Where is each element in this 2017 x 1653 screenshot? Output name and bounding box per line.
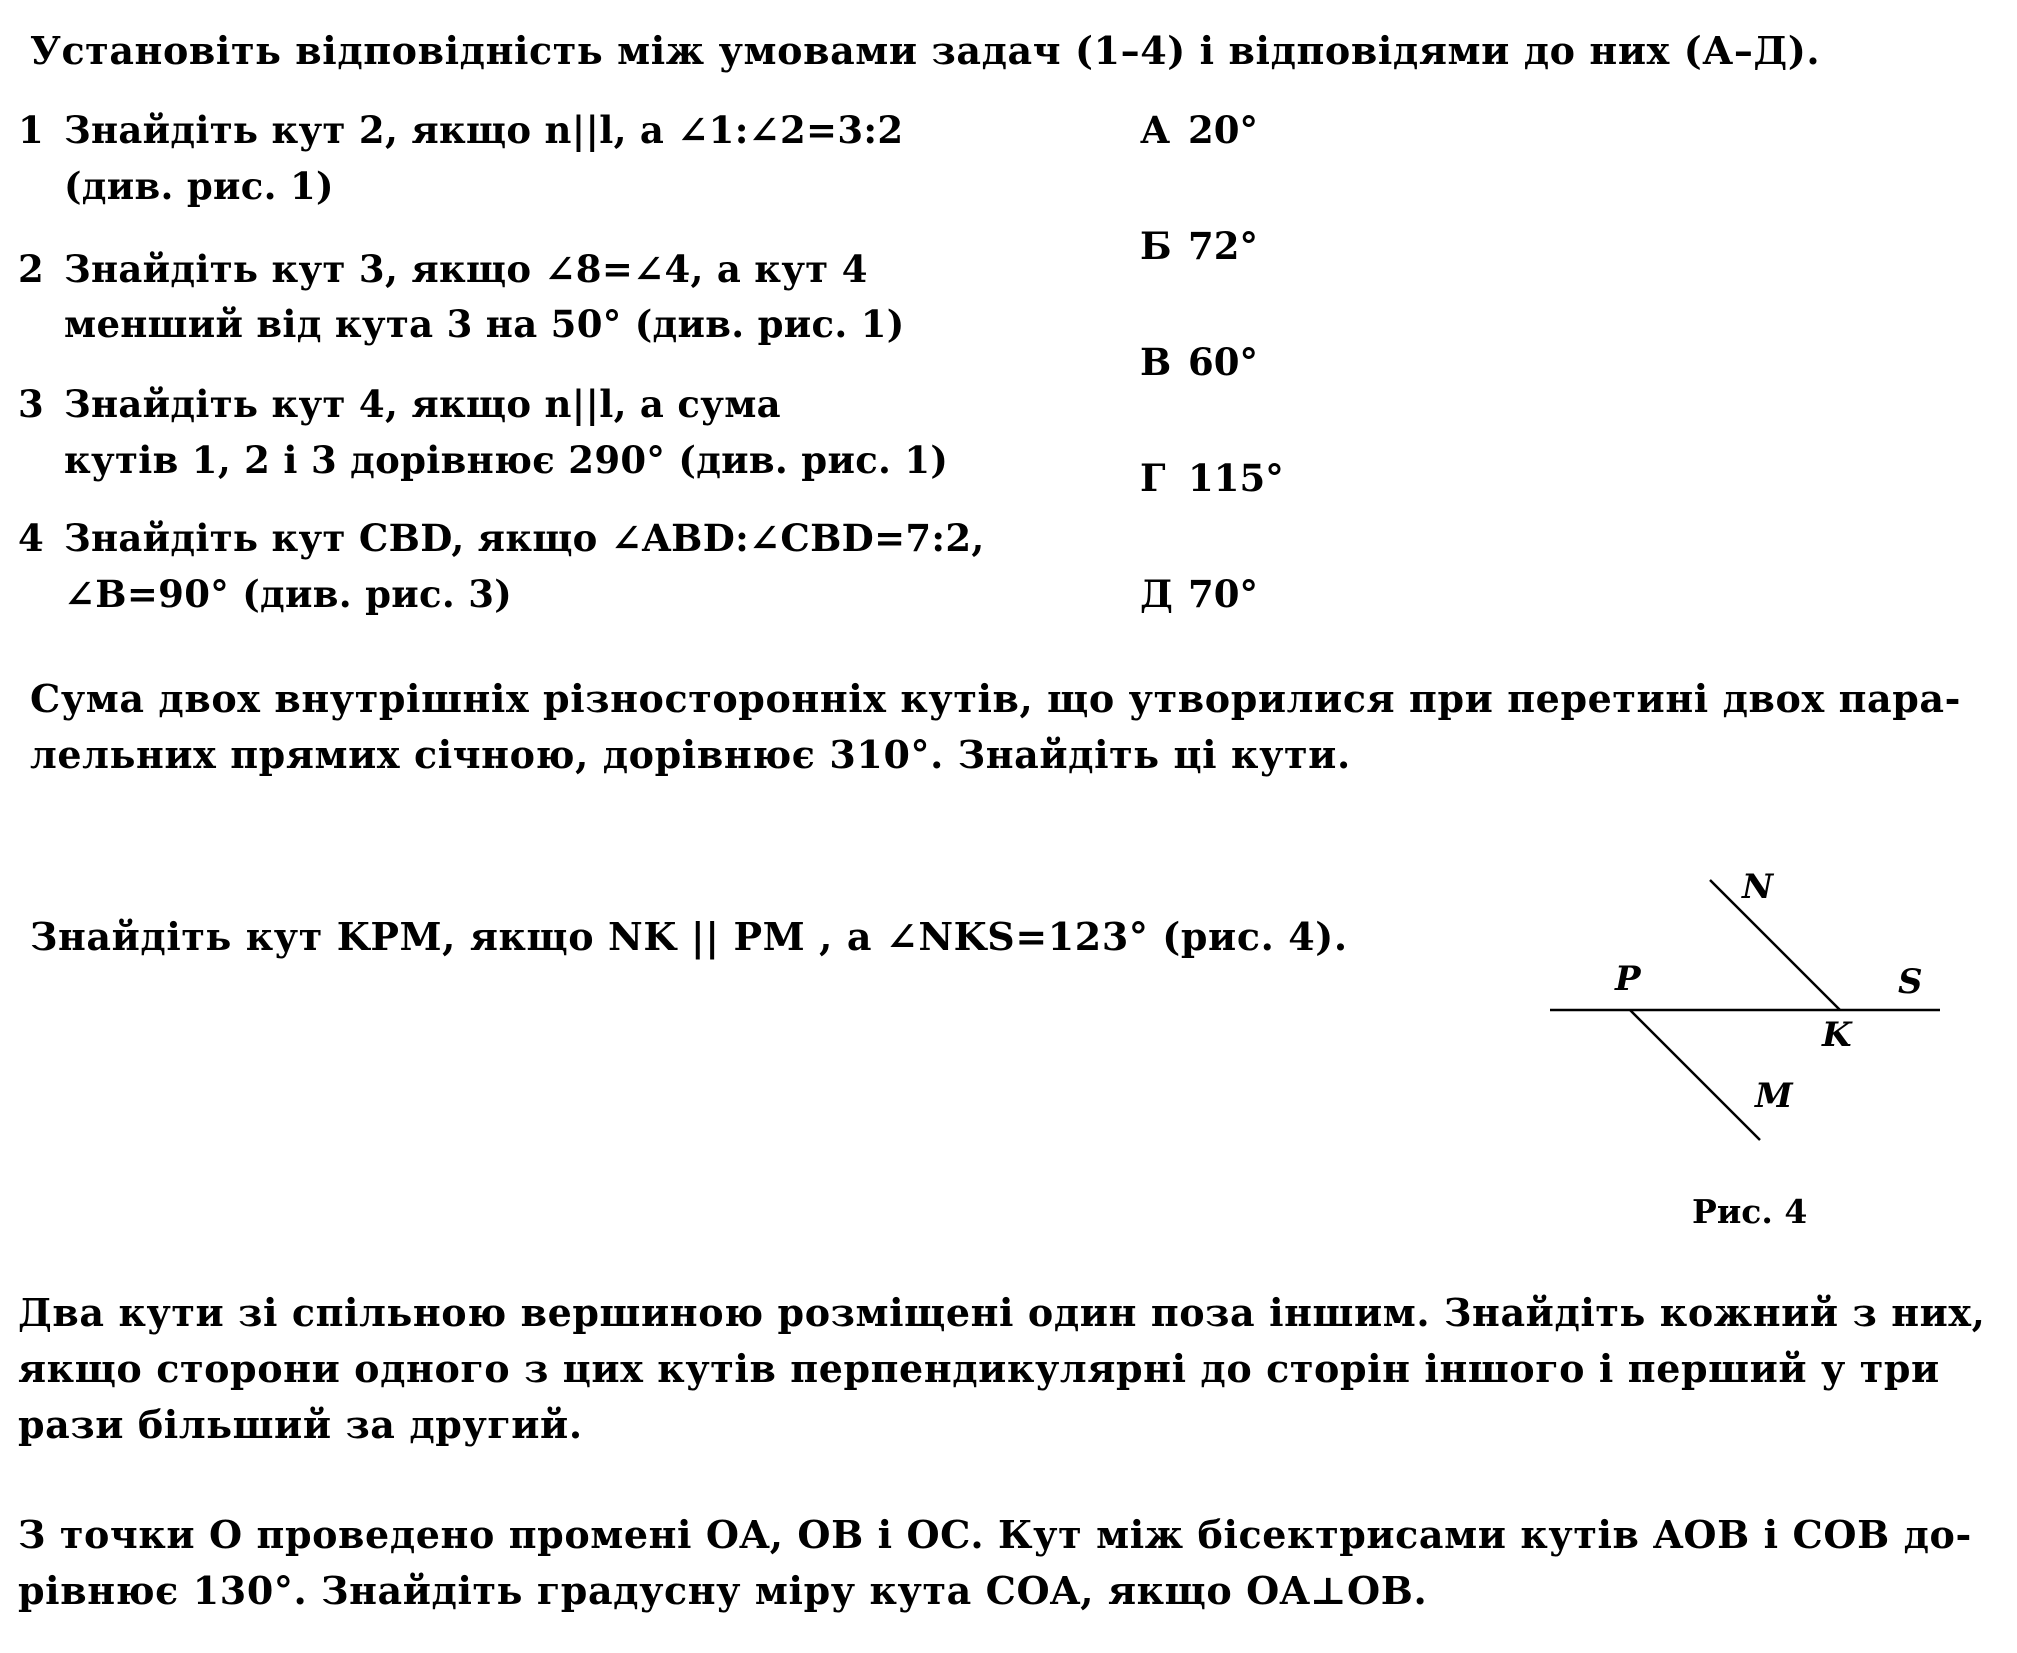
answer-value: 60° xyxy=(1188,340,1258,384)
task-number: 3 xyxy=(18,382,45,426)
answer-letter: В xyxy=(1140,340,1172,384)
figure-4 xyxy=(1530,850,1960,1150)
task-3-continued: кутів 1, 2 і 3 дорівнює 290° (див. рис. 1) xyxy=(64,438,949,482)
task-2-continued: менший від кута 3 на 50° (див. рис. 1) xyxy=(64,302,905,346)
figure-4-caption: Рис. 4 xyxy=(1692,1192,1808,1231)
task-3 xyxy=(18,382,781,426)
problem-kpm-text: Знайдіть кут KPM, якщо NK || PM , а ∠NKS=123° (рис. 4). xyxy=(30,914,1348,959)
answer-b xyxy=(1140,224,1258,268)
task-2 xyxy=(18,247,868,291)
problem-line: Сума двох внутрішніх різносторонніх кутів, що утворилися при перетині двох пара- xyxy=(30,676,1961,721)
label-p: P xyxy=(1615,959,1641,999)
task-1-continued: (див. рис. 1) xyxy=(64,164,334,208)
answer-letter: Б xyxy=(1140,224,1172,268)
task-text: Знайдіть кут 2, якщо n||l, а ∠1:∠2=3:2 xyxy=(64,108,904,152)
label-s: S xyxy=(1898,962,1923,1002)
label-k: K xyxy=(1822,1015,1852,1055)
answer-value: 70° xyxy=(1188,572,1258,616)
line-nk xyxy=(1710,880,1840,1010)
problem-line: лельних прямих січною, дорівнює 310°. Знайдіть ці кути. xyxy=(30,732,1351,777)
answer-letter: Д xyxy=(1140,572,1173,616)
problem-line: рівнює 130°. Знайдіть градусну міру кута COA, якщо OA⊥OB. xyxy=(18,1568,1428,1613)
problem-line: Два кути зі спільною вершиною розміщені один поза іншим. Знайдіть кожний з них, xyxy=(18,1290,1986,1335)
label-n: N xyxy=(1742,867,1774,907)
problem-line: рази більший за другий. xyxy=(18,1402,583,1447)
task-4 xyxy=(18,516,985,560)
problem-line: З точки O проведено промені OA, OB і OC. Кут між бісектрисами кутів AOB і COB до- xyxy=(18,1512,1972,1557)
answer-v xyxy=(1140,340,1258,384)
answer-a xyxy=(1140,108,1258,152)
answer-value: 72° xyxy=(1188,224,1258,268)
answer-d xyxy=(1140,572,1258,616)
task-number: 1 xyxy=(18,108,45,152)
task-text: Знайдіть кут 4, якщо n||l, а сума xyxy=(64,382,781,426)
answer-value: 115° xyxy=(1188,456,1284,500)
task-4-continued: ∠B=90° (див. рис. 3) xyxy=(64,572,513,616)
task-number: 2 xyxy=(18,247,45,291)
answer-letter: А xyxy=(1140,108,1171,152)
answer-g xyxy=(1140,456,1284,500)
task-1 xyxy=(18,108,903,152)
answer-value: 20° xyxy=(1188,108,1258,152)
answer-letter: Г xyxy=(1140,456,1166,500)
label-m: M xyxy=(1755,1076,1793,1116)
line-pm xyxy=(1630,1010,1760,1140)
task-text: Знайдіть кут 3, якщо ∠8=∠4, а кут 4 xyxy=(64,247,868,291)
task-number: 4 xyxy=(18,516,45,560)
task-text: Знайдіть кут CBD, якщо ∠ABD:∠CBD=7:2, xyxy=(64,516,985,560)
problem-line: якщо сторони одного з цих кутів перпендикулярні до сторін іншого і перший у три xyxy=(18,1346,1940,1391)
header-instruction: Установіть відповідність між умовами задач (1–4) і відповідями до них (А–Д). xyxy=(30,28,1821,73)
